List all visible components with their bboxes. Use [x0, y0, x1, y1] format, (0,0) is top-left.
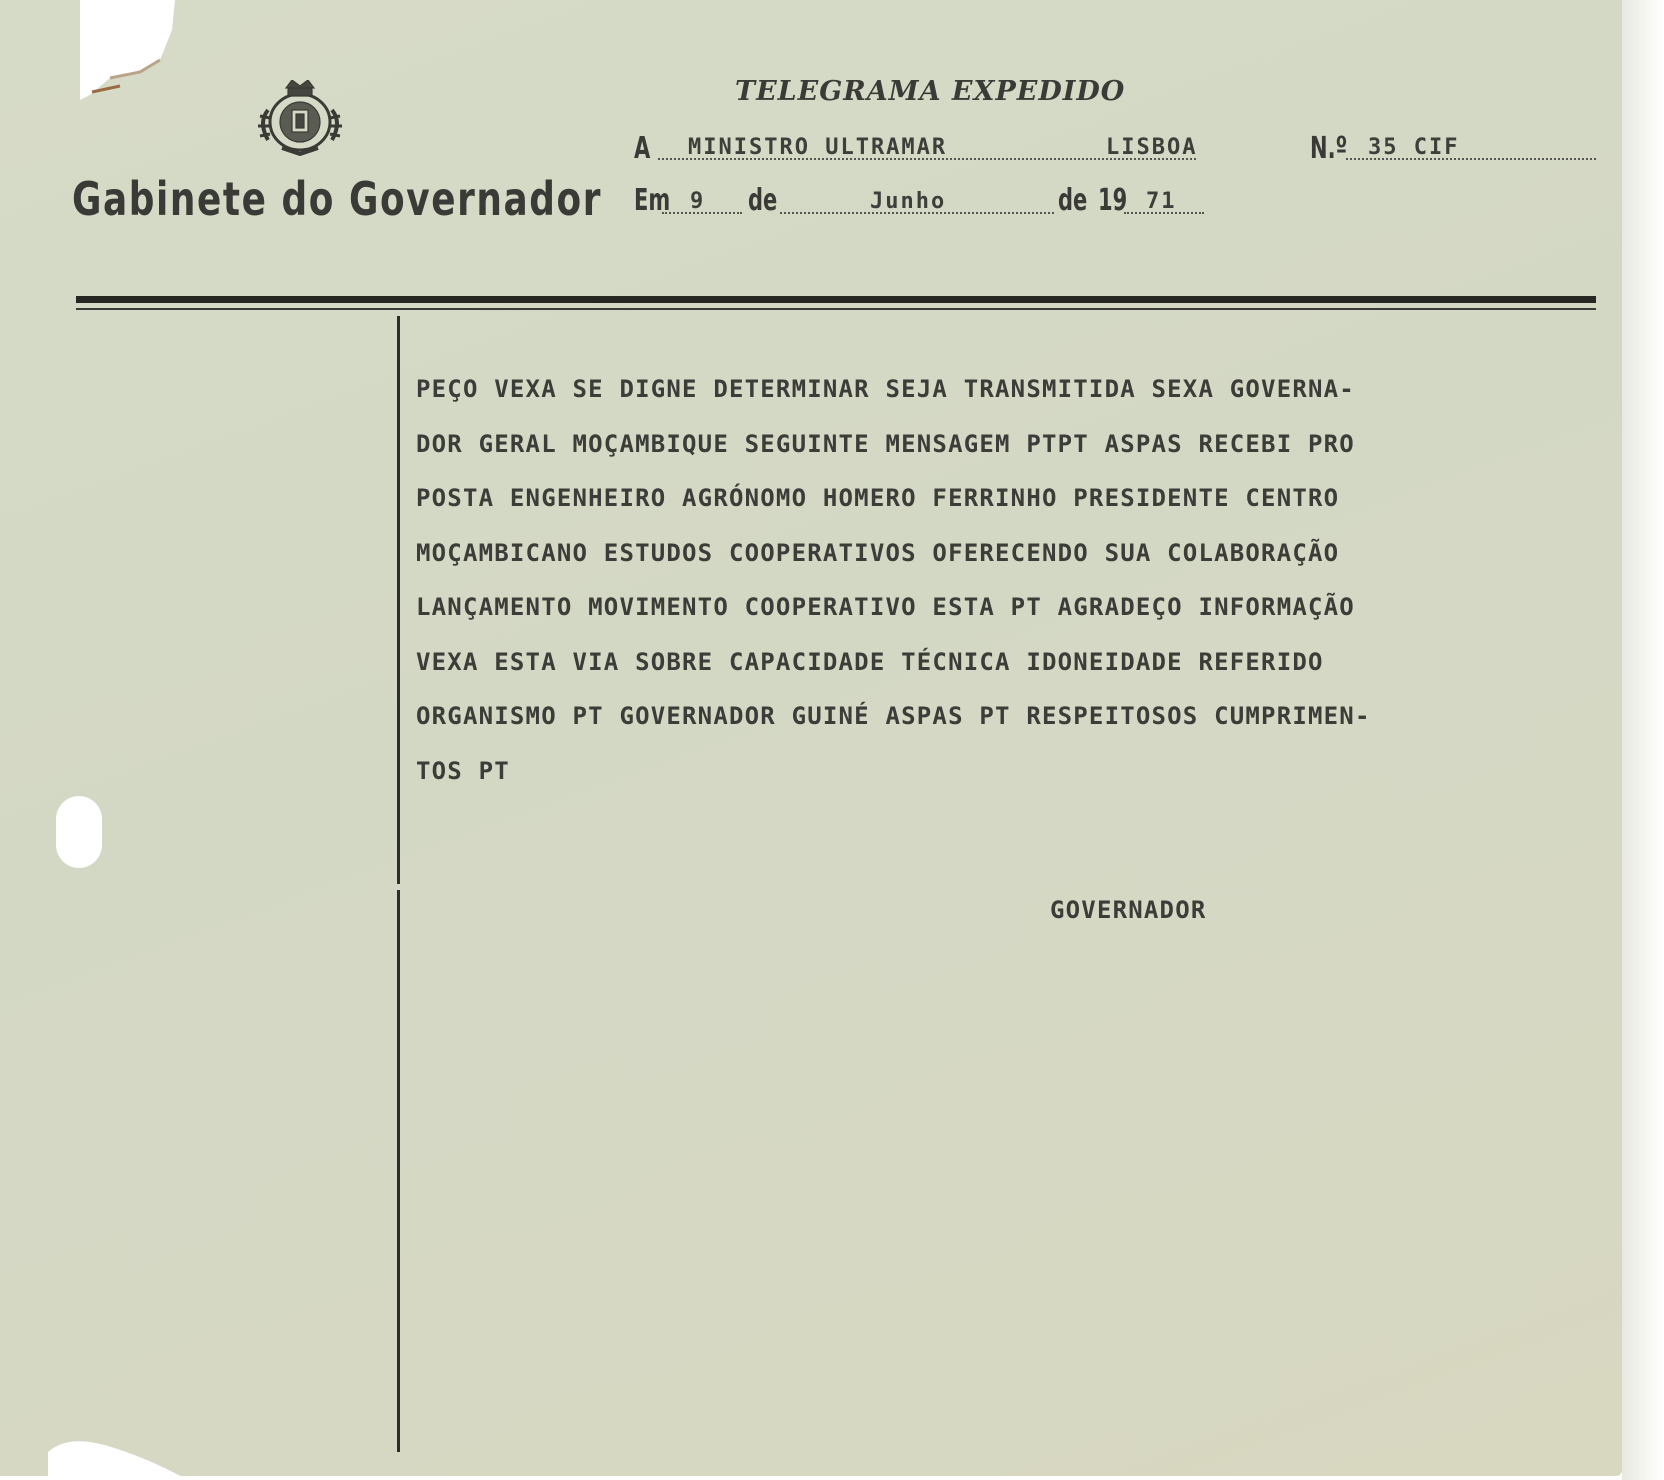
message-line: ORGANISMO PT GOVERNADOR GUINÉ ASPAS PT RESPEITOSOS CUMPRIMEN- — [416, 702, 1371, 730]
header-rule-thick — [76, 296, 1596, 303]
recipient-value: MINISTRO ULTRAMAR — [688, 135, 948, 160]
office-title: Gabinete do Governador — [72, 172, 602, 226]
header-rule-thin — [76, 308, 1596, 310]
coat-of-arms-icon — [252, 80, 348, 156]
punch-hole — [56, 796, 102, 868]
year-value: 71 — [1146, 189, 1177, 214]
day-value: 9 — [690, 189, 706, 214]
city-value: LISBOA — [1106, 135, 1198, 160]
de-label-1: de — [748, 183, 778, 218]
date-prefix-label: Em — [634, 183, 671, 218]
message-line: LANÇAMENTO MOVIMENTO COOPERATIVO ESTA PT AGRADEÇO INFORMAÇÃO — [416, 593, 1355, 621]
message-line: PEÇO VEXA SE DIGNE DETERMINAR SEJA TRANSMITIDA SEXA GOVERNA- — [416, 375, 1355, 403]
message-line: POSTA ENGENHEIRO AGRÓNOMO HOMERO FERRINHO PRESIDENTE CENTRO — [416, 484, 1340, 512]
number-value: 35 CIF — [1368, 135, 1460, 160]
torn-paper-bottom — [48, 1428, 188, 1476]
torn-paper-corner — [80, 0, 180, 110]
document-type-heading: TELEGRAMA EXPEDIDO — [735, 76, 1126, 107]
de-label-2: de — [1058, 183, 1088, 218]
message-line: TOS PT — [416, 756, 510, 785]
month-value: Junho — [870, 189, 947, 214]
number-label: N.º — [1310, 131, 1348, 166]
margin-rule-gap — [396, 884, 401, 890]
message-line: VEXA ESTA VIA SOBRE CAPACIDADE TÉCNICA IDONEIDADE REFERIDO — [416, 647, 1324, 676]
century-label: 19 — [1098, 183, 1128, 218]
signature: GOVERNADOR — [1050, 896, 1207, 924]
message-line: DOR GERAL MOÇAMBIQUE SEGUINTE MENSAGEM PTPT ASPAS RECEBI PRO — [416, 429, 1355, 458]
scan-background-edge — [1622, 0, 1664, 1480]
message-body — [416, 362, 1622, 798]
message-line: MOÇAMBICANO ESTUDOS COOPERATIVOS OFERECENDO SUA COLABORAÇÃO — [416, 538, 1340, 567]
address-prefix-label: A — [634, 131, 651, 166]
